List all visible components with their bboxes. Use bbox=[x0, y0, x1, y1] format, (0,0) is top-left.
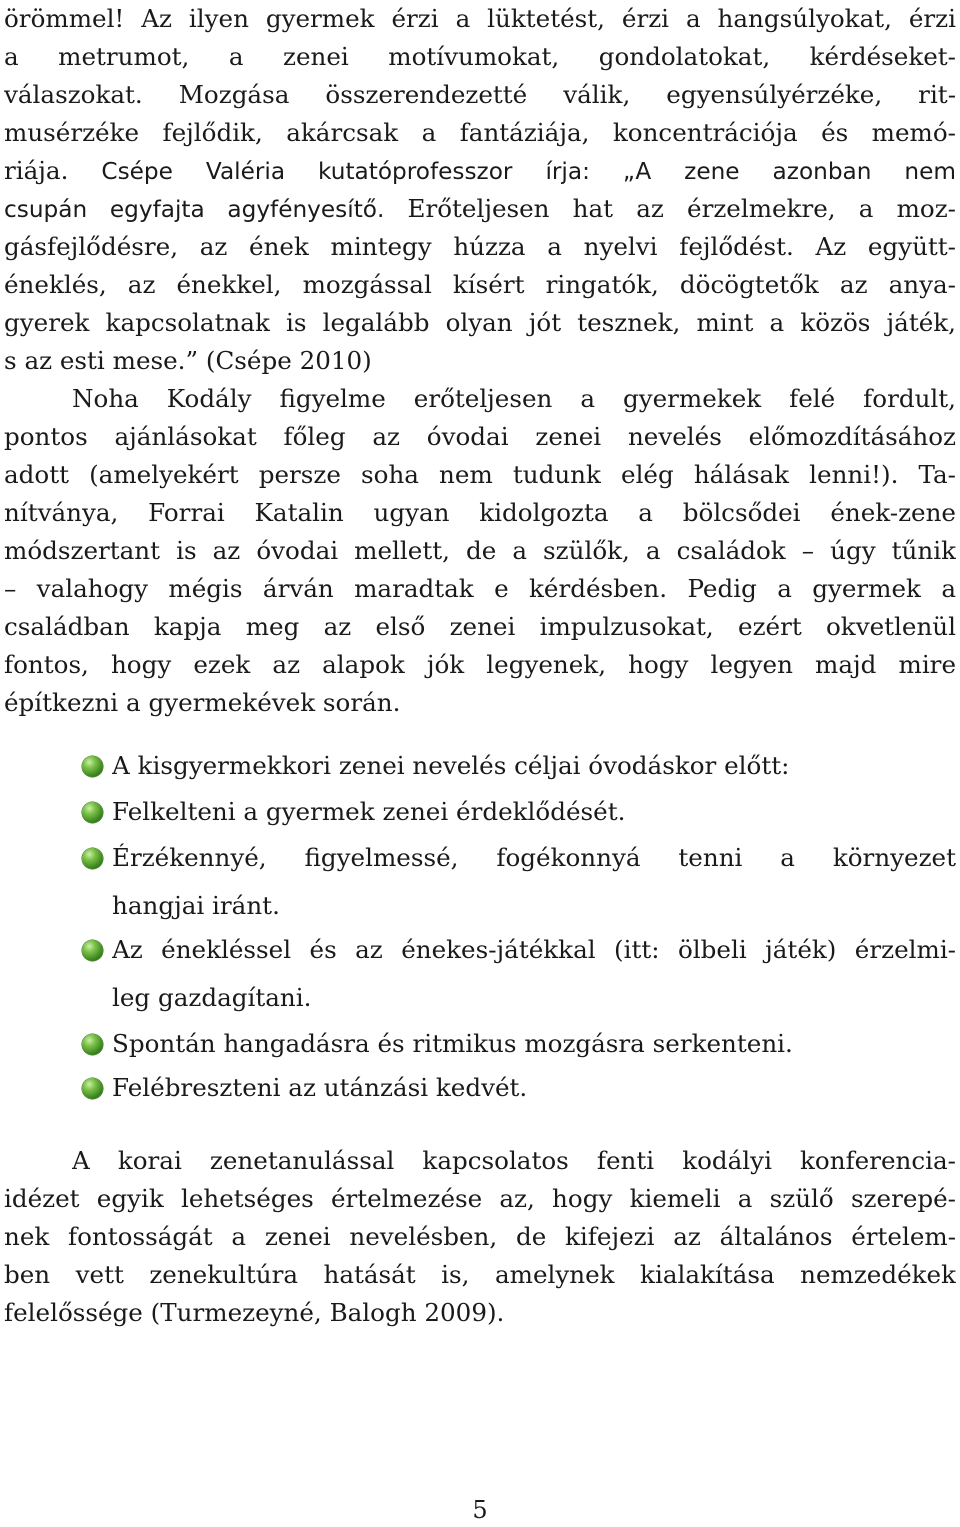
text-line bbox=[4, 189, 956, 229]
list-item-text: Az énekléssel és az énekes-játékkal (itt: ölbeli játék) érzelmi- bbox=[112, 935, 956, 964]
quote-run: csupán egyfajta agyfényesítő. bbox=[4, 196, 385, 223]
text-line: – valahogy mégis árván maradtak e kérdésben. Pedig a gyermek a bbox=[4, 574, 956, 603]
list-item-text: Spontán hangadásra és ritmikus mozgásra serkenteni. bbox=[112, 1029, 793, 1058]
list-item-text: Felébreszteni az utánzási kedvét. bbox=[112, 1073, 528, 1102]
text-line: építkezni a gyermekévek során. bbox=[4, 688, 401, 717]
green-sphere-icon bbox=[82, 1034, 103, 1055]
green-sphere-icon bbox=[82, 848, 103, 869]
text-line: ben vett zenekultúra hatását is, amelynek kialakítása nemzedékek bbox=[4, 1260, 956, 1289]
text-line: idézet egyik lehetséges értelmezése az, hogy kiemeli a szülő szerepé- bbox=[4, 1184, 956, 1213]
text-run: s az esti mese.” bbox=[4, 346, 199, 375]
text-line: pontos ajánlásokat főleg az óvodai zenei nevelés előmozdításához bbox=[4, 422, 956, 451]
text-run: Az együtt- bbox=[793, 232, 956, 261]
text-line: gyerek kapcsolatnak is legalább olyan jót tesznek, mint a közös játék, bbox=[4, 308, 956, 337]
text-line bbox=[4, 151, 956, 191]
list-item-text: Érzékennyé, figyelmessé, fogékonnyá tenni a környezet bbox=[112, 843, 956, 872]
text-run: riája. bbox=[4, 156, 69, 185]
list-item-text: leg gazdagítani. bbox=[112, 983, 312, 1012]
text-run: Erőteljesen hat az érzelmekre, a moz- bbox=[384, 194, 956, 223]
list-item-text: hangjai iránt. bbox=[112, 891, 280, 920]
green-sphere-icon bbox=[82, 756, 103, 777]
text-line: éneklés, az énekkel, mozgással kísért ringatók, döcögtetők az anya- bbox=[4, 270, 956, 299]
citation-run: (Csépe 2010) bbox=[198, 346, 372, 375]
text-line bbox=[4, 341, 956, 381]
text-line: Noha Kodály figyelme erőteljesen a gyermekek felé fordult, bbox=[72, 384, 956, 413]
text-line: nek fontosságát a zenei nevelésben, de kifejezi az általános értelem- bbox=[4, 1222, 956, 1251]
text-line: felelőssége (Turmezeyné, Balogh 2009). bbox=[4, 1298, 505, 1327]
text-line: családban kapja meg az első zenei impulzusokat, ezért okvetlenül bbox=[4, 612, 956, 641]
text-line: válaszokat. Mozgása összerendezetté válik, egyensúlyérzéke, rit- bbox=[4, 80, 956, 109]
text-line: örömmel! Az ilyen gyermek érzi a lüktetést, érzi a hangsúlyokat, érzi bbox=[4, 4, 956, 33]
green-sphere-icon bbox=[82, 1078, 103, 1099]
text-line: fontos, hogy ezek az alapok jók legyenek, hogy legyen majd mire bbox=[4, 650, 956, 679]
text-line: a metrumot, a zenei motívumokat, gondolatokat, kérdéseket- bbox=[4, 42, 956, 71]
text-line: musérzéke fejlődik, akárcsak a fantáziája, koncentrációja és memó- bbox=[4, 118, 956, 147]
text-line: adott (amelyekért persze soha nem tudunk elég hálásak lenni!). Ta- bbox=[4, 460, 956, 489]
text-line: módszertant is az óvodai mellett, de a szülők, a családok – úgy tűnik bbox=[4, 536, 956, 565]
text-line: nítványa, Forrai Katalin ugyan kidolgozta a bölcsődei ének-zene bbox=[4, 498, 956, 527]
quote-run: Csépe Valéria kutatóprofesszor írja: „A zene azonban nem bbox=[68, 158, 956, 185]
list-item-text: A kisgyermekkori zenei nevelés céljai óvodáskor előtt: bbox=[112, 751, 790, 780]
text-run: gásfejlődésre, az ének mintegy húzza a nyelvi fejlődést. bbox=[4, 232, 794, 261]
text-line bbox=[4, 227, 956, 267]
page-number: 5 bbox=[472, 1496, 488, 1524]
text-line: A korai zenetanulással kapcsolatos fenti kodályi konferencia- bbox=[72, 1146, 956, 1175]
green-sphere-icon bbox=[82, 802, 103, 823]
green-sphere-icon bbox=[82, 940, 103, 961]
list-item-text: Felkelteni a gyermek zenei érdeklődését. bbox=[112, 797, 626, 826]
